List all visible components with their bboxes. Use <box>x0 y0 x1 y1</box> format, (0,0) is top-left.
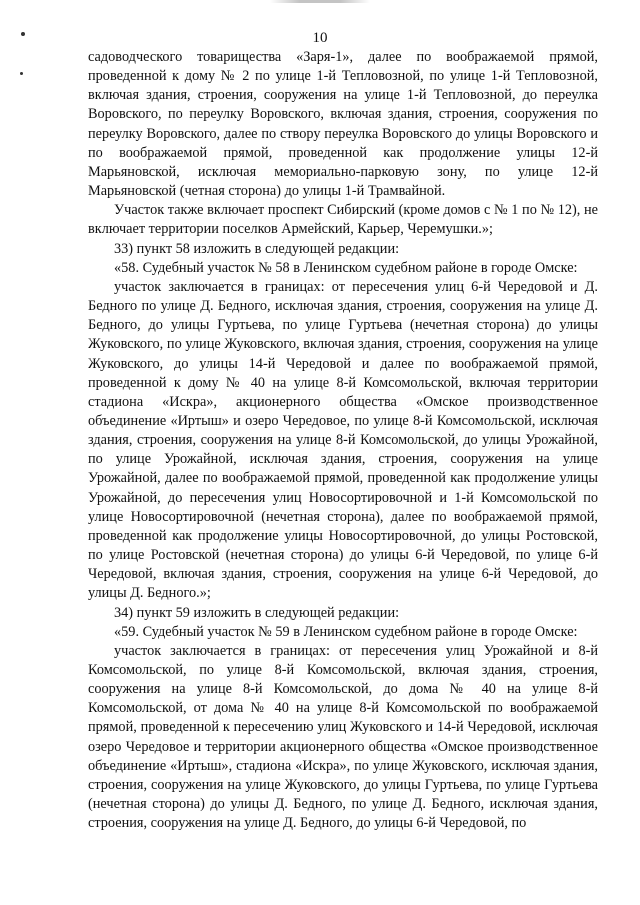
document-body <box>88 48 598 833</box>
paragraph-heading-59: «59. Судебный участок № 59 в Ленинском судебном районе в городе Омске: <box>114 623 578 640</box>
page-number: 10 <box>312 30 328 46</box>
paragraph: участок заключается в границах: от пересечения улиц Урожайной и 8-й Комсомольской, по улице 8-й Комсомольской, включая здания, строения, сооружения на улице 8-й Комсомольской, до дома № 40 на улице 8-й Комсомольской, от дома № 40 на улице 8-й Комсомольской по воображаемой прямой, проведенной к пересечению улиц Жуковского и 14-й Чередовой, исключая озеро Чередовое и территории акционерного общества «Омское производственное объединение «Иртыш», стадиона «Искра», по улице Жуковского, исключая здания, строения, сооружения на улице Жуковского, до улицы Гуртьева, по улице Гуртьева (нечетная сторона) до улицы Д. Бедного, по улице Д. Бедного, исключая здания, строения, сооружения на улице Д. Бедного, до улицы 6-й Чередовой, по <box>88 642 598 832</box>
paragraph: участок заключается в границах: от пересечения улиц 6-й Чередовой и Д. Бедного по улице Д. Бедного, исключая здания, строения, сооружения на улице Д. Бедного, до улицы Гуртьева, по улице Гуртьева (нечетная сторона) до улицы Жуковского, по улице Жуковского, включая здания, строения, сооружения на улице Жуковского, до улицы 14-й Чередовой и далее по воображаемой прямой, проведенной к дому № 40 на улице 8-й Комсомольской, включая территории стадиона «Искра», акционерного общества «Омское производственное объединение «Иртыш» и озеро Чередовое, по улице 8-й Комсомольской, исключая здания, строения, сооружения на улице 8-й Комсомольской, до улицы Урожайной, по улице Урожайной, исключая здания, строения, сооружения на улице Урожайной, далее по воображаемой прямой, проведенной как продолжение улицы Урожайной, до пересечения улиц Новосортировочной и 1-й Комсомольской по улице Новосортировочной (нечетная сторона), далее по воображаемой прямой, проведенной как продолжение улицы Новосортировочной, до улицы Ростовской, по улице Ростовской (нечетная сторона) до улицы 6-й Чередовой, по улице 6-й Чередовой, включая здания, строения, сооружения на улице 6-й Чередовой, до улицы Д. Бедного.»; <box>88 278 598 602</box>
paragraph-heading-58: «58. Судебный участок № 58 в Ленинском судебном районе в городе Омске: <box>114 259 578 276</box>
paragraph-item-33: 33) пункт 58 изложить в следующей редакции: <box>114 240 400 257</box>
scan-artifact-top <box>270 0 370 3</box>
scan-speck <box>20 72 23 75</box>
paragraph-continuation: садоводческого товарищества «Заря-1», далее по воображаемой прямой, проведенной к дому № 2 по улице 1-й Тепловозной, по улице 1-й Тепловозной, включая здания, строения, сооружения на улице 1-й Тепловозной, до переулка Воровского, по переулку Воровского, включая здания, строения, сооружения по переулку Воровского, далее по створу переулка Воровского до улицы Воровского и по воображаемой прямой, проведенной как продолжение улицы 12-й Марьяновской, исключая мемориально-парковую зону, по улице 12-й Марьяновской (четная сторона) до улицы 1-й Трамвайной. <box>88 49 598 200</box>
paragraph: Участок также включает проспект Сибирский (кроме домов с № 1 по № 12), не включает территории поселков Армейский, Карьер, Черемушки.»; <box>88 202 598 238</box>
paragraph-item-34: 34) пункт 59 изложить в следующей редакции: <box>114 604 400 621</box>
